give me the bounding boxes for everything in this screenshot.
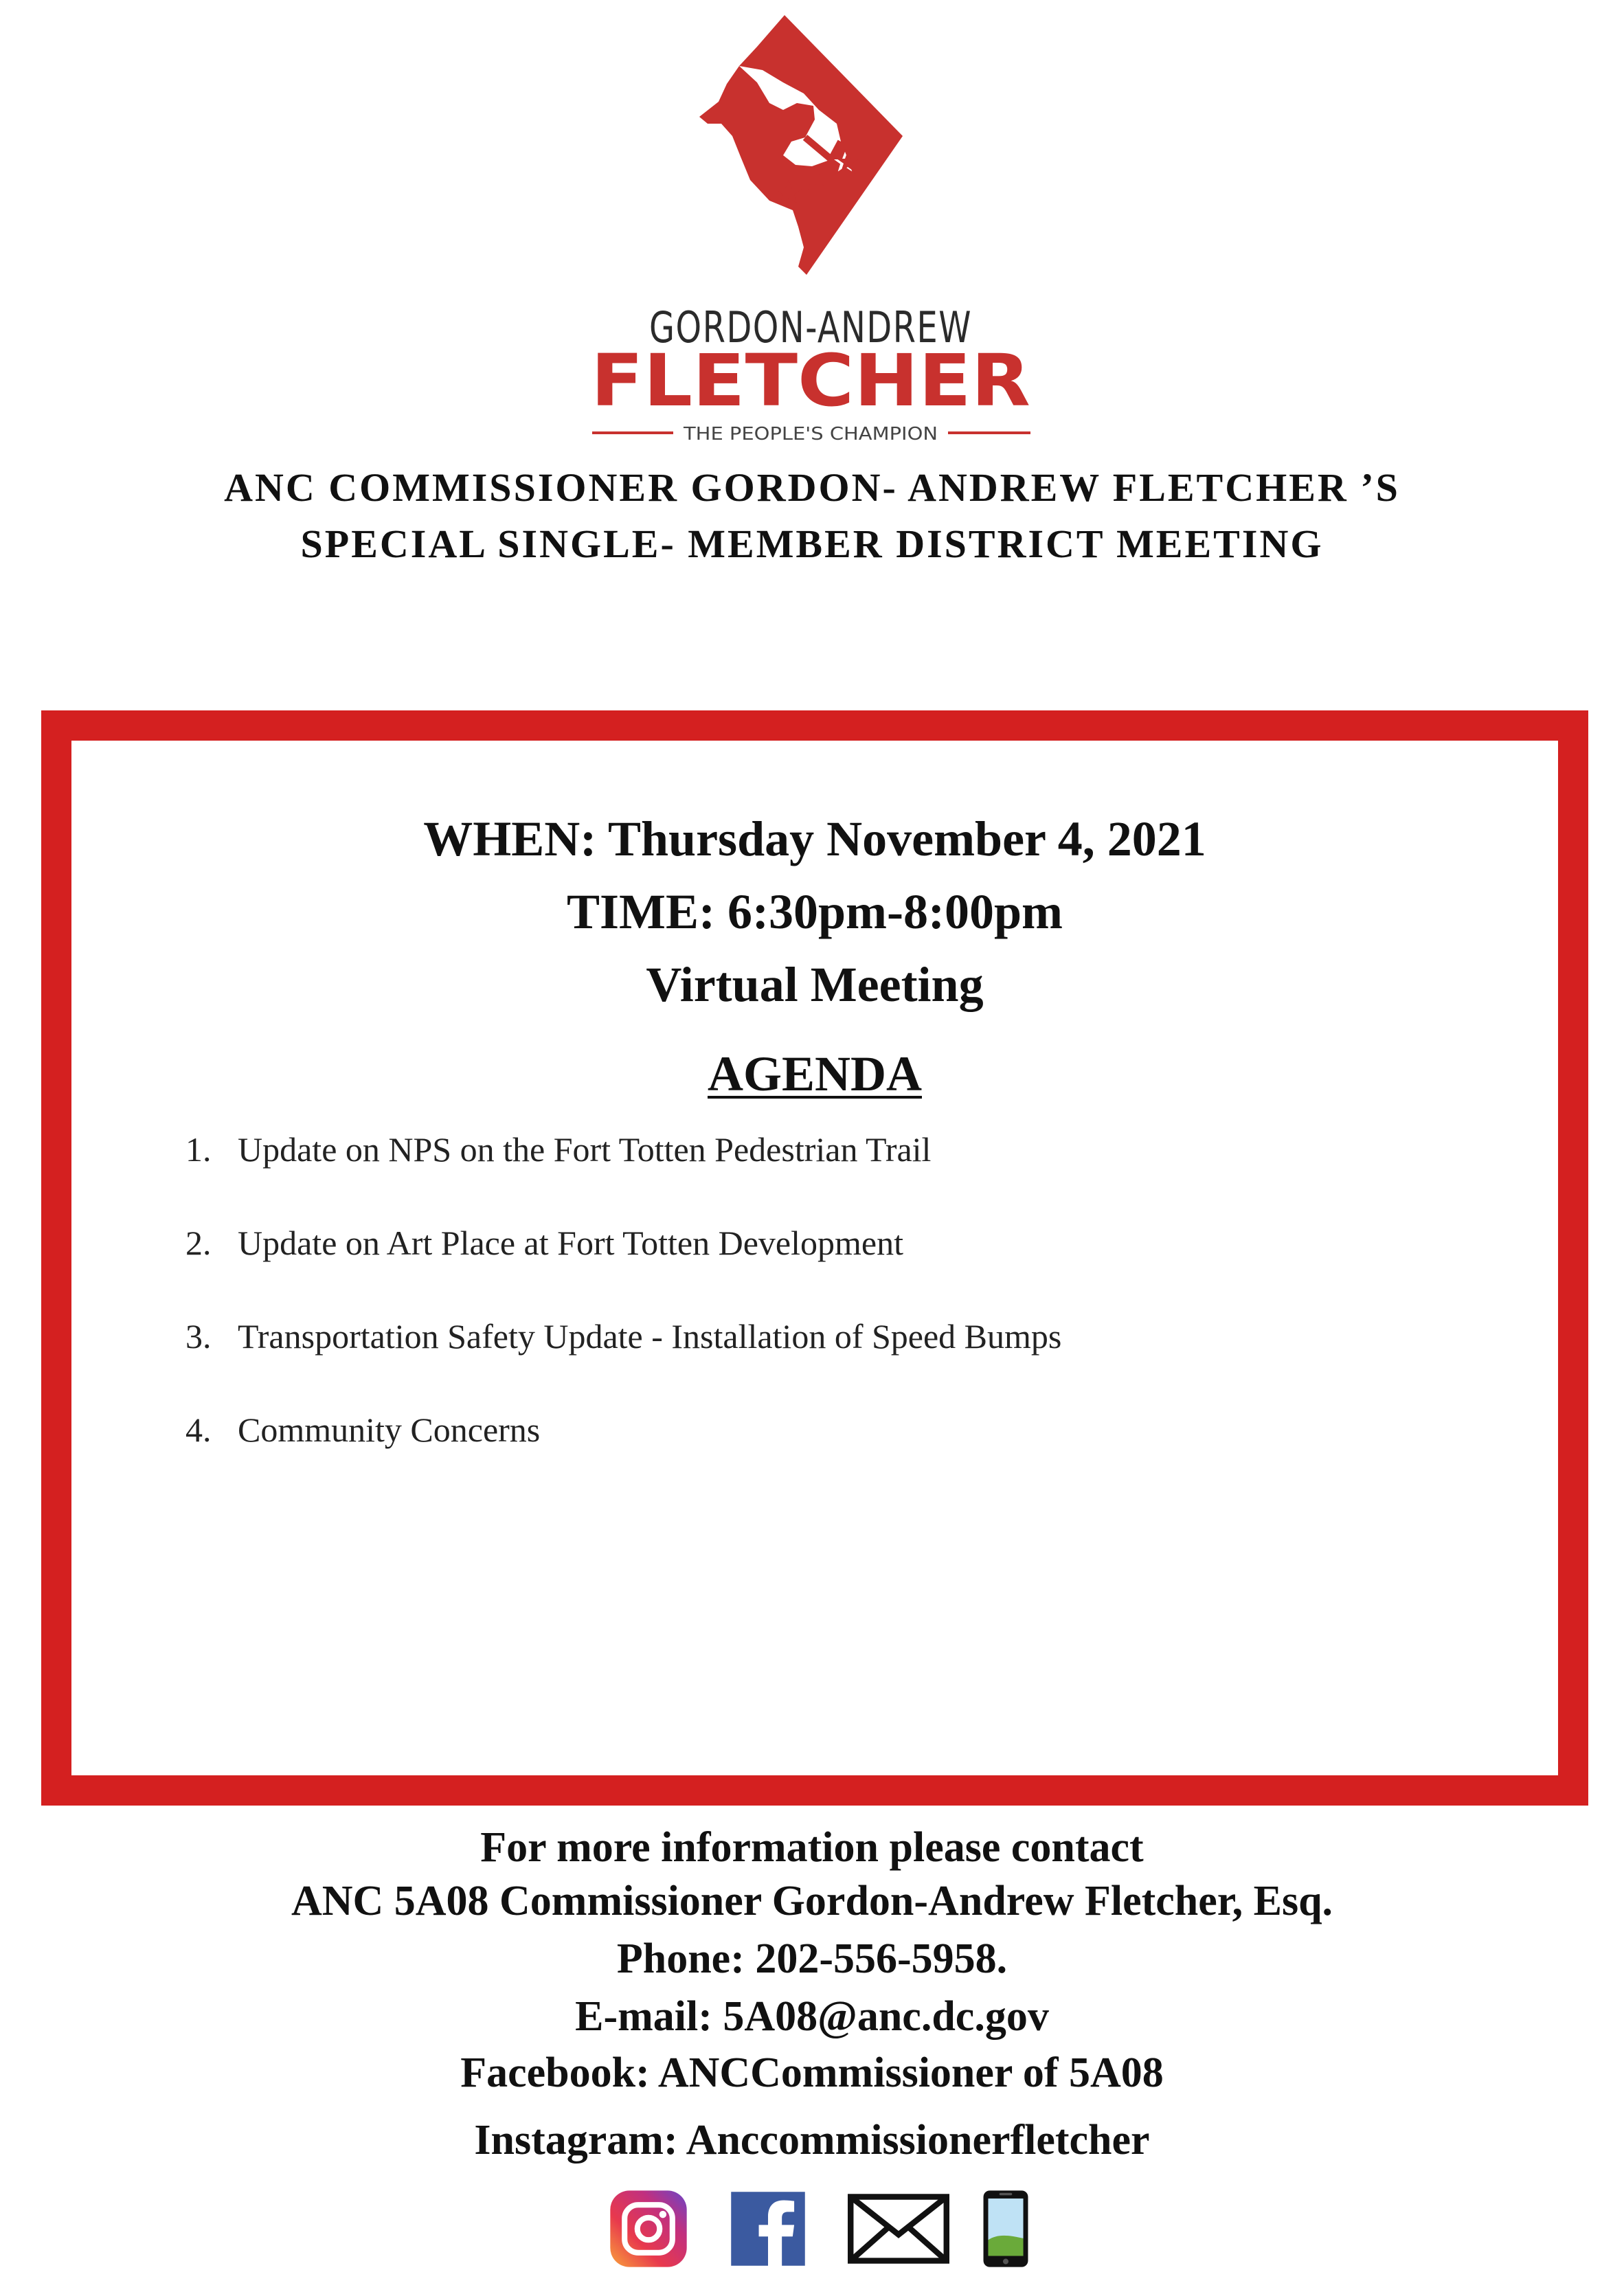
- contact-facebook: Facebook: ANCCommissioner of 5A08: [460, 2049, 1164, 2096]
- logo-tagline: THE PEOPLE'S CHAMPION: [682, 424, 938, 445]
- agenda-list: [185, 1130, 1061, 1503]
- contact-phone: Phone: 202-556-5958.: [616, 1935, 1008, 1982]
- agenda-title: AGENDA: [707, 1046, 922, 1101]
- list-item: [185, 1410, 1061, 1503]
- contact-instagram: Instagram: Anccommissionerfletcher: [474, 2117, 1150, 2164]
- instagram-icon: [609, 2189, 688, 2269]
- list-item-text: Update on Art Place at Fort Totten Development: [238, 1224, 903, 1262]
- facebook-icon: [730, 2189, 807, 2269]
- list-item: [185, 1130, 1061, 1223]
- logo: [577, 7, 1044, 447]
- contact-email: E-mail: 5A08@anc.dc.gov: [575, 1993, 1049, 2040]
- phone-icon: [981, 2189, 1030, 2269]
- logo-name-main: FLETCHER: [591, 339, 1030, 423]
- list-item-text: Transportation Safety Update - Installation of Speed Bumps: [238, 1317, 1062, 1356]
- list-item-number: 1.: [185, 1130, 212, 1169]
- list-item-text: Community Concerns: [238, 1411, 541, 1449]
- social-icons: [0, 2189, 1624, 2274]
- meeting-time: TIME: 6:30pm-8:00pm: [567, 884, 1063, 939]
- list-item: [185, 1316, 1061, 1410]
- agenda-frame: [41, 710, 1588, 1806]
- mail-icon: [848, 2189, 949, 2269]
- list-item-number: 4.: [185, 1411, 212, 1449]
- contact-intro: For more information please contact: [480, 1824, 1144, 1871]
- list-item: [185, 1223, 1061, 1316]
- meeting-date: WHEN: Thursday November 4, 2021: [423, 811, 1206, 866]
- list-item-number: 2.: [185, 1224, 212, 1262]
- list-item-text: Update on NPS on the Fort Totten Pedestrian Trail: [238, 1130, 932, 1169]
- contact-commissioner: ANC 5A08 Commissioner Gordon-Andrew Fletcher, Esq.: [291, 1878, 1333, 1924]
- list-item-number: 3.: [185, 1317, 212, 1356]
- logo-name-top: GORDON-ANDREW: [649, 302, 972, 352]
- meeting-heading-line1: ANC COMMISSIONER GORDON- ANDREW FLETCHER ’S: [224, 465, 1400, 510]
- meeting-heading-line2: SPECIAL SINGLE- MEMBER DISTRICT MEETING: [300, 521, 1324, 566]
- meeting-format: Virtual Meeting: [646, 957, 984, 1012]
